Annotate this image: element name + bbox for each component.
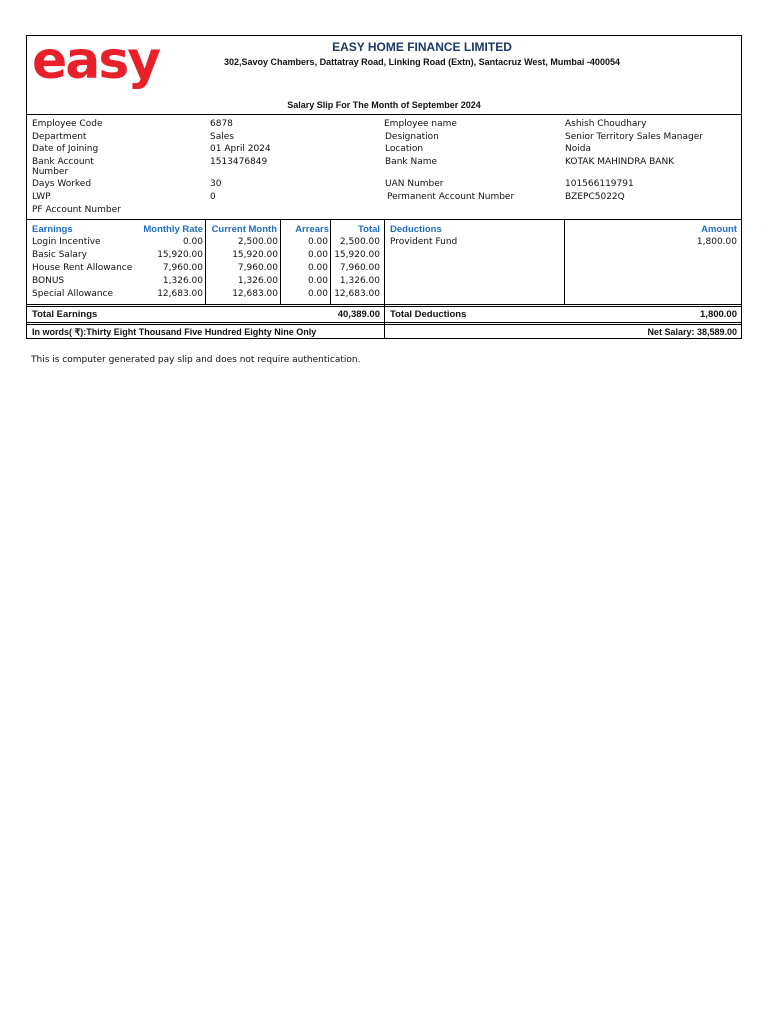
- easy-logo: [30, 38, 182, 98]
- amount-in-words: In words( ₹):Thirty Eight Thousand Five Hundred Eighty Nine Only: [32, 327, 317, 337]
- earning-arrears: 0.00: [307, 263, 328, 273]
- deduction-name: Provident Fund: [390, 237, 458, 247]
- earning-monthly: 12,683.00: [157, 289, 203, 299]
- total-earnings-label: Total Earnings: [32, 309, 98, 320]
- total-deductions-value: 1,800.00: [700, 309, 737, 320]
- pan-label: Permanent Account Number: [387, 192, 515, 202]
- location-label: Location: [385, 144, 424, 154]
- table-bottom-line: [27, 304, 741, 305]
- earning-arrears: 0.00: [307, 276, 328, 286]
- table-bottom-line-2: [27, 306, 741, 307]
- earning-monthly: 1,326.00: [162, 276, 203, 286]
- bank-account-value: 1513476849: [210, 157, 268, 167]
- totals-bottom-line-2: [27, 324, 741, 325]
- totals-bottom-line: [27, 322, 741, 323]
- employee-name-value: Ashish Choudhary: [565, 119, 647, 129]
- earning-monthly: 7,960.00: [162, 263, 203, 273]
- current-month-header: Current Month: [211, 224, 277, 235]
- earning-name: Basic Salary: [32, 250, 87, 260]
- salary-slip: [26, 35, 742, 339]
- lwp-label: LWP: [32, 192, 51, 202]
- earning-total: 2,500.00: [339, 237, 380, 247]
- earning-current: 2,500.00: [237, 237, 278, 247]
- col-divider: [384, 219, 385, 339]
- amount-header: Amount: [701, 224, 737, 235]
- department-label: Department: [32, 132, 87, 142]
- lwp-value: 0: [210, 192, 216, 202]
- location-value: Noida: [565, 144, 591, 154]
- monthly-rate-header: Monthly Rate: [143, 224, 203, 235]
- deduction-amount: 1,800.00: [696, 237, 737, 247]
- earning-arrears: 0.00: [307, 250, 328, 260]
- total-header: Total: [358, 224, 380, 235]
- bank-account-label-2: Number: [32, 167, 69, 177]
- company-name: EASY HOME FINANCE LIMITED: [332, 40, 512, 54]
- arrears-header: Arrears: [295, 224, 329, 235]
- earning-arrears: 0.00: [307, 289, 328, 299]
- earning-name: BONUS: [32, 276, 65, 286]
- joining-date-label: Date of Joining: [32, 144, 99, 154]
- earning-current: 15,920.00: [232, 250, 278, 260]
- col-divider: [280, 219, 281, 304]
- bank-name-value: KOTAK MAHINDRA BANK: [565, 157, 675, 167]
- pf-account-label: PF Account Number: [32, 205, 121, 215]
- earning-name: House Rent Allowance: [32, 263, 133, 273]
- earnings-header: Earnings: [32, 224, 73, 235]
- days-worked-value: 30: [210, 179, 222, 189]
- logo-text: easy: [32, 38, 160, 91]
- total-earnings-value: 40,389.00: [337, 309, 380, 320]
- earning-current: 7,960.00: [237, 263, 278, 273]
- designation-label: Designation: [385, 132, 439, 142]
- earning-current: 12,683.00: [232, 289, 278, 299]
- earning-total: 7,960.00: [339, 263, 380, 273]
- earning-arrears: 0.00: [307, 237, 328, 247]
- department-value: Sales: [210, 132, 234, 142]
- joining-date-value: 01 April 2024: [210, 144, 271, 154]
- col-divider: [564, 219, 565, 304]
- company-address: 302,Savoy Chambers, Dattatray Road, Linking Road (Extn), Santacruz West, Mumbai -400054: [224, 57, 620, 67]
- earning-current: 1,326.00: [237, 276, 278, 286]
- employee-code-value: 6878: [210, 119, 233, 129]
- divider: [27, 114, 741, 115]
- total-deductions-label: Total Deductions: [390, 309, 467, 320]
- bank-name-label: Bank Name: [385, 157, 438, 167]
- earning-total: 1,326.00: [339, 276, 380, 286]
- employee-code-label: Employee Code: [32, 119, 103, 129]
- pan-value: BZEPC5022Q: [565, 192, 625, 202]
- earning-monthly: 15,920.00: [157, 250, 203, 260]
- earning-name: Special Allowance: [32, 289, 114, 299]
- footer-note: This is computer generated pay slip and does not require authentication.: [31, 355, 361, 365]
- designation-value: Senior Territory Sales Manager: [565, 132, 703, 142]
- bank-account-label: Bank Account: [32, 157, 94, 167]
- employee-name-label: Employee name: [384, 119, 457, 129]
- earning-monthly: 0.00: [182, 237, 203, 247]
- earning-name: Login Incentive: [32, 237, 101, 247]
- deductions-header: Deductions: [390, 224, 442, 235]
- slip-title: Salary Slip For The Month of September 2024: [287, 100, 481, 110]
- uan-value: 101566119791: [565, 179, 634, 189]
- earning-total: 12,683.00: [334, 289, 380, 299]
- uan-label: UAN Number: [385, 179, 444, 189]
- days-worked-label: Days Worked: [32, 179, 92, 189]
- earning-total: 15,920.00: [334, 250, 380, 260]
- net-salary: Net Salary: 38,589.00: [647, 327, 737, 337]
